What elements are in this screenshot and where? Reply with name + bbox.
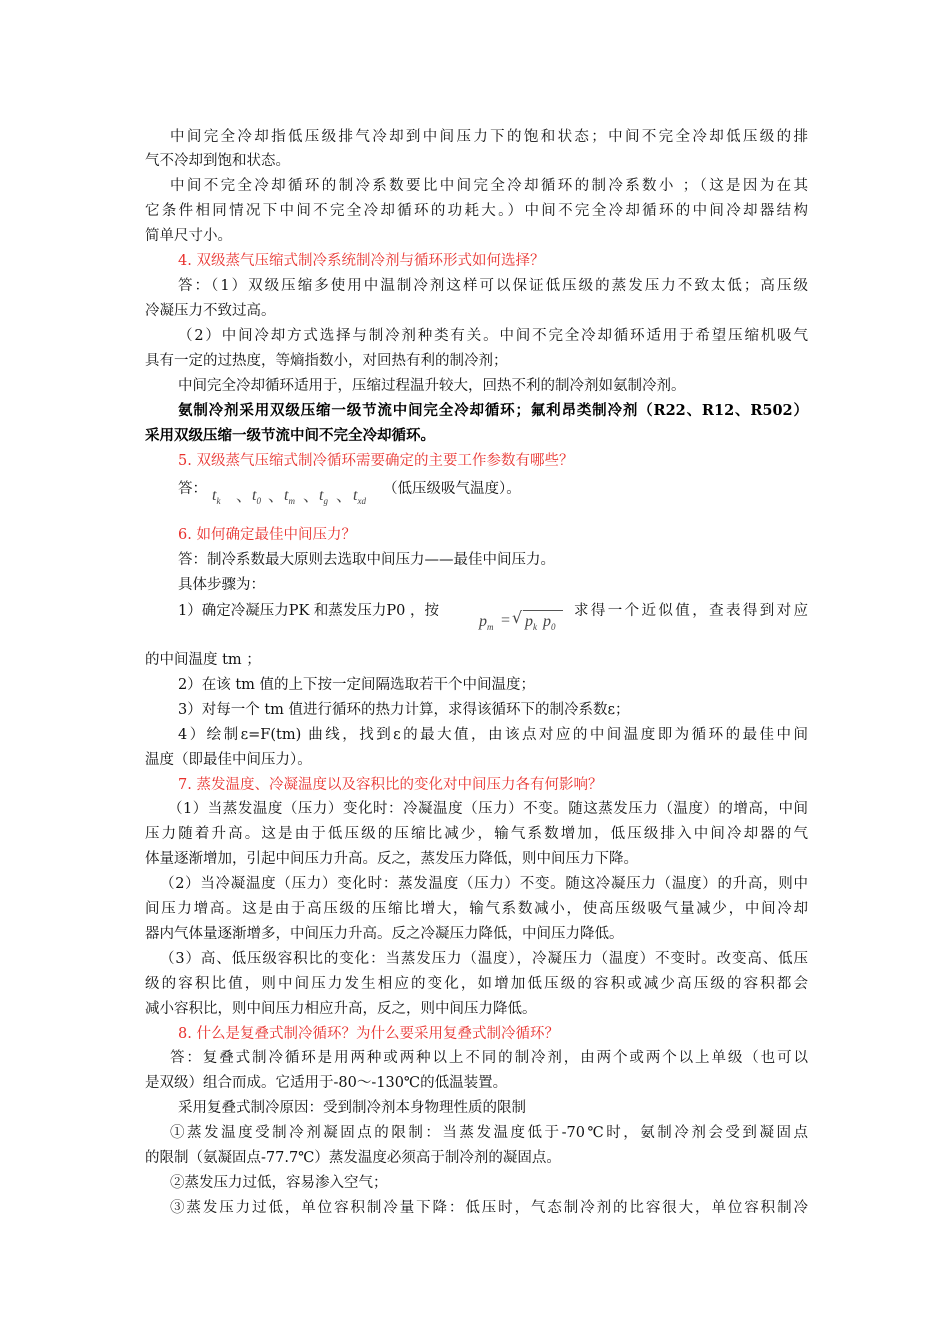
- paragraph-line: 减小容积比，则中间压力相应升高，反之，则中间压力降低。: [145, 1001, 537, 1017]
- paragraph-line: 是双级）组合而成。它适用于-80～-130℃的低温装置。: [145, 1075, 508, 1091]
- paragraph-line: ③蒸发压力过低，单位容积制冷量下降：低压时，气态制冷剂的比容很大，单位容积制冷: [170, 1200, 808, 1216]
- paragraph-line: 中间完全冷却指低压级排气冷却到中间压力下的饱和状态；中间不完全冷却低压级的排: [170, 129, 808, 145]
- paragraph-line: 压力随着升高。这是由于低压级的压缩比减少，输气系数增加，低压级排入中间冷却器的气: [145, 826, 808, 842]
- paragraph-line: 3）对每一个 tm 值进行循环的热力计算，求得该循环下的制冷系数ε；: [178, 702, 630, 718]
- paragraph-line: 级的容积比值，则中间压力发生相应的变化，如增加低压级的容积或减少高压级的容积都会: [145, 976, 808, 992]
- paragraph-line: 答：制冷系数最大原则去选取中间压力——最佳中间压力。: [178, 552, 555, 568]
- paragraph-line: 气不冷却到饱和状态。: [145, 153, 290, 169]
- paragraph-line: 求得一个近似值，查表得到对应: [574, 603, 808, 619]
- paragraph-line: （1）当蒸发温度（压力）变化时：冷凝温度（压力）不变。随这蒸发压力（温度）的增高，中间: [168, 801, 808, 817]
- paragraph-line: 的中间温度 tm ；: [145, 652, 261, 668]
- paragraph-line: 它条件相同情况下中间不完全冷却循环的功耗大。）中间不完全冷却循环的中间冷却器结构: [145, 203, 808, 219]
- paragraph-line: 2）在该 tm 值的上下按一定间隔选取若干个中间温度；: [178, 677, 536, 693]
- question-heading-6: 6. 如何确定最佳中间压力？: [178, 527, 356, 543]
- paragraph-line: 采用复叠式制冷原因：受到制冷剂本身物理性质的限制: [178, 1100, 526, 1116]
- paragraph-line: 冷凝压力不致过高。: [145, 303, 276, 319]
- paragraph-line: 温度（即最佳中间压力）。: [145, 752, 312, 768]
- paragraph-line: 体量逐渐增加，引起中间压力升高。反之，蒸发压力降低，则中间压力下降。: [145, 851, 638, 867]
- paragraph-line: 器内气体量逐渐增多，中间压力升高。反之冷凝压力降低，中间压力降低。: [145, 926, 624, 942]
- paragraph-line: ①蒸发温度受制冷剂凝固点的限制：当蒸发温度低于-70℃时，氨制冷剂会受到凝固点: [170, 1125, 808, 1141]
- paragraph-line: 具有一定的过热度，等熵指数小，对回热有利的制冷剂；: [145, 353, 508, 369]
- question-heading-4: 4. 双级蒸气压缩式制冷系统制冷剂与循环形式如何选择？: [178, 253, 545, 269]
- paragraph-line: （2）中间冷却方式选择与制冷剂种类有关。中间不完全冷却循环适用于希望压缩机吸气: [178, 328, 808, 344]
- paragraph-line: 答：复叠式制冷循环是用两种或两种以上不同的制冷剂，由两个或两个以上单级（也可以: [170, 1050, 808, 1066]
- paragraph-line: （2）当冷凝温度（压力）变化时：蒸发温度（压力）不变。随这冷凝压力（温度）的升高，则中: [160, 876, 808, 892]
- paragraph-line: 具体步骤为：: [178, 577, 265, 593]
- paragraph-line: 4）绘制ε=F(tm) 曲线，找到ε的最大值，由该点对应的中间温度即为循环的最佳中间: [178, 727, 808, 743]
- paragraph-line: 简单尺寸小。: [145, 228, 232, 244]
- paragraph-line: 中间完全冷却循环适用于，压缩过程温升较大，回热不利的制冷剂如氨制冷剂。: [178, 378, 686, 394]
- paragraph-line: 间压力增高。这是由于高压级的压缩比增大，输气系数减小，使高压级吸气量减少，中间冷却: [145, 901, 808, 917]
- paragraph-line: （3）高、低压级容积比的变化：当蒸发压力（温度），冷凝压力（温度）不变时。改变高、低压: [160, 951, 808, 967]
- question-heading-5: 5. 双级蒸气压缩式制冷循环需要确定的主要工作参数有哪些？: [178, 453, 574, 469]
- bold-paragraph-line: 采用双级压缩一级节流中间不完全冷却循环。: [145, 427, 435, 444]
- question-heading-8: 8. 什么是复叠式制冷循环？为什么要采用复叠式制冷循环？: [178, 1026, 559, 1042]
- paragraph-line: 中间不完全冷却循环的制冷系数要比中间完全冷却循环的制冷系数小 ；（这是因为在其: [170, 178, 808, 194]
- paragraph-line: 的限制（氨凝固点-77.7℃）蒸发温度必须高于制冷剂的凝固点。: [145, 1150, 561, 1166]
- paragraph-line: 答：（1）双级压缩多使用中温制冷剂这样可以保证低压级的蒸发压力不致太低；高压级: [178, 278, 808, 294]
- paragraph-line: ②蒸发压力过低，容易渗入空气；: [170, 1175, 388, 1191]
- answer-label: 答：: [178, 481, 207, 497]
- bold-paragraph-line: 氨制冷剂采用双级压缩一级节流中间完全冷却循环；氟利昂类制冷剂（R22、R12、R502）: [178, 402, 808, 419]
- paragraph-line: 1）确定冷凝压力PK 和蒸发压力P0 ，按: [178, 603, 440, 619]
- question-heading-7: 7. 蒸发温度、冷凝温度以及容积比的变化对中间压力各有何影响？: [178, 777, 603, 793]
- paragraph-line: （低压级吸气温度）。: [383, 481, 521, 497]
